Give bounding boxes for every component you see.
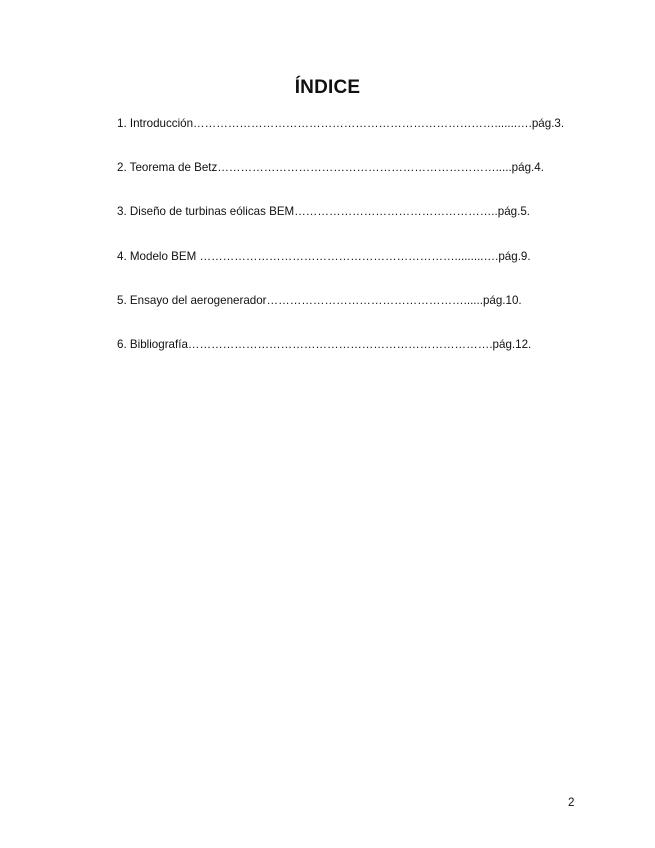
toc-entry-text: 3. Diseño de turbinas eólicas BEM……………………………………………..pág.5. [117, 205, 530, 219]
toc-entry-text: 5. Ensayo del aerogenerador……………………………………………......pág.10. [117, 293, 522, 307]
page-number: 2 [568, 796, 575, 809]
toc-entry-diseno-turbinas [117, 204, 579, 219]
toc-entry-ensayo-aerogenerador [117, 293, 579, 308]
toc-entry-teorema-de-betz [117, 160, 579, 175]
toc-entry-introduccion [117, 116, 579, 131]
toc-entry-text: 6. Bibliografía…………………………………………………………………….pág.12. [117, 337, 532, 351]
toc-entry-text: 1. Introducción…………………………………………………………………….......….pág.3. [117, 117, 565, 130]
index-title: ÍNDICE [294, 77, 361, 98]
toc-entry-text: 2. Teorema de Betz……………………………………………………………….....pág.4. [117, 161, 544, 175]
toc-entry-modelo-bem [117, 249, 579, 264]
toc-entry-bibliografia [117, 337, 579, 352]
toc-entry-text: 4. Modelo BEM ………………………………………………………….........….pág.9. [117, 249, 531, 263]
table-of-contents [117, 116, 579, 381]
